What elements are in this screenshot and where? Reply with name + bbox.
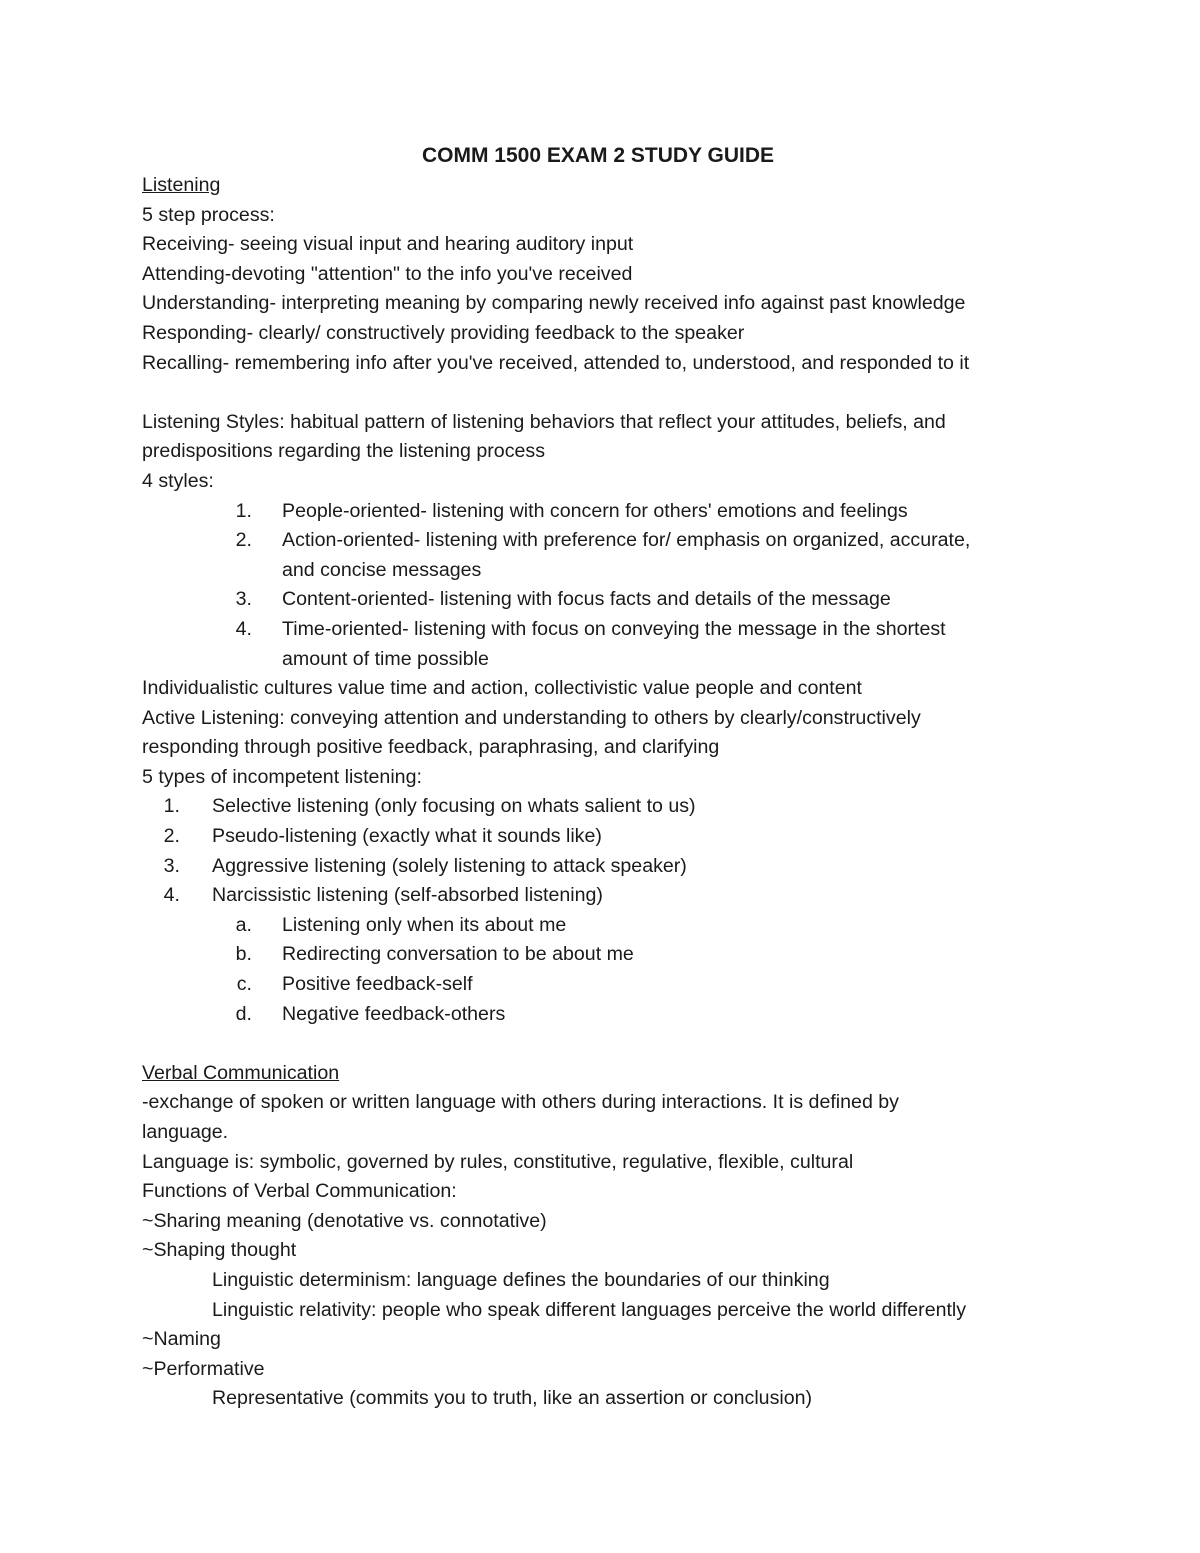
styles-definition-1: Listening Styles: habitual pattern of listening behaviors that reflect your attitudes, beliefs, and xyxy=(142,410,946,433)
styles-intro: 4 styles: xyxy=(142,469,214,492)
verbal-definition-1: -exchange of spoken or written language with others during interactions. It is defined by xyxy=(142,1091,899,1114)
list-item-text: Content-oriented- listening with focus facts and details of the message xyxy=(282,588,891,611)
list-item-continuation: and concise messages xyxy=(282,558,482,581)
list-marker: b. xyxy=(235,943,252,966)
cultures-note: Individualistic cultures value time and action, collectivistic value people and content xyxy=(142,677,862,700)
list-marker: 4. xyxy=(235,617,252,640)
document-page xyxy=(142,141,1072,1414)
list-item-text: Positive feedback-self xyxy=(282,973,473,996)
list-marker: d. xyxy=(235,1002,252,1025)
verbal-heading: Verbal Communication xyxy=(142,1061,340,1084)
blank-line xyxy=(142,378,1072,408)
list-item xyxy=(142,526,1072,556)
list-item xyxy=(142,881,1072,911)
list-item-text: Negative feedback-others xyxy=(282,1002,506,1025)
list-marker: 1. xyxy=(163,795,180,818)
list-marker: 3. xyxy=(235,588,252,611)
list-item xyxy=(142,911,1072,941)
list-item xyxy=(142,822,1072,852)
list-marker: 2. xyxy=(235,529,252,552)
verbal-definition-2: language. xyxy=(142,1121,229,1143)
list-item xyxy=(142,615,1072,645)
list-item-text: Time-oriented- listening with focus on conveying the message in the shortest xyxy=(282,617,946,640)
list-marker: c. xyxy=(236,973,252,996)
list-item-continuation: amount of time possible xyxy=(282,647,489,670)
process-intro: 5 step process: xyxy=(142,203,275,226)
list-item-text: Selective listening (only focusing on whats salient to us) xyxy=(212,795,696,818)
list-item xyxy=(142,940,1072,970)
function-performative: ~Performative xyxy=(142,1357,265,1380)
list-item-text: People-oriented- listening with concern for others' emotions and feelings xyxy=(282,499,908,522)
list-item-text: Narcissistic listening (self-absorbed listening) xyxy=(212,884,603,907)
list-item xyxy=(142,792,1072,822)
styles-definition-2: predispositions regarding the listening process xyxy=(142,440,545,463)
list-marker: 1. xyxy=(235,499,252,522)
list-item xyxy=(142,1000,1072,1030)
list-item xyxy=(142,497,1072,527)
step-responding: Responding- clearly/ constructively providing feedback to the speaker xyxy=(142,321,745,344)
step-attending: Attending-devoting "attention" to the info you've received xyxy=(142,262,633,285)
step-receiving: Receiving- seeing visual input and hearing auditory input xyxy=(142,233,634,256)
list-item-text: Aggressive listening (solely listening to attack speaker) xyxy=(212,854,687,877)
list-item xyxy=(142,585,1072,615)
functions-intro: Functions of Verbal Communication: xyxy=(142,1180,457,1203)
function-naming: ~Naming xyxy=(142,1328,221,1351)
function-shaping: ~Shaping thought xyxy=(142,1239,297,1262)
linguistic-determinism: Linguistic determinism: language defines the boundaries of our thinking xyxy=(212,1268,830,1291)
blank-line xyxy=(142,1029,1072,1059)
language-is: Language is: symbolic, governed by rules, constitutive, regulative, flexible, cultural xyxy=(142,1150,854,1173)
document-title: COMM 1500 EXAM 2 STUDY GUIDE xyxy=(421,144,775,167)
listening-heading: Listening xyxy=(142,174,221,196)
list-marker: 3. xyxy=(163,854,180,877)
step-recalling: Recalling- remembering info after you've received, attended to, understood, and responded to it xyxy=(142,351,970,374)
incompetent-intro: 5 types of incompetent listening: xyxy=(142,765,422,788)
list-item-text: Pseudo-listening (exactly what it sounds like) xyxy=(212,825,602,848)
list-marker: a. xyxy=(235,913,252,936)
linguistic-relativity: Linguistic relativity: people who speak different languages perceive the world differently xyxy=(212,1298,967,1321)
list-marker: 4. xyxy=(163,884,180,907)
active-listening-2: responding through positive feedback, paraphrasing, and clarifying xyxy=(142,736,720,759)
list-item xyxy=(142,970,1072,1000)
representative: Representative (commits you to truth, like an assertion or conclusion) xyxy=(212,1387,813,1410)
active-listening-1: Active Listening: conveying attention and understanding to others by clearly/constructively xyxy=(142,706,921,729)
list-item-text: Action-oriented- listening with preference for/ emphasis on organized, accurate, xyxy=(282,529,971,552)
list-item-text: Listening only when its about me xyxy=(282,913,567,936)
list-marker: 2. xyxy=(163,825,180,848)
list-item xyxy=(142,852,1072,882)
function-sharing: ~Sharing meaning (denotative vs. connotative) xyxy=(142,1209,547,1232)
step-understanding: Understanding- interpreting meaning by comparing newly received info against past knowledge xyxy=(142,292,966,315)
list-item-text: Redirecting conversation to be about me xyxy=(282,943,634,966)
